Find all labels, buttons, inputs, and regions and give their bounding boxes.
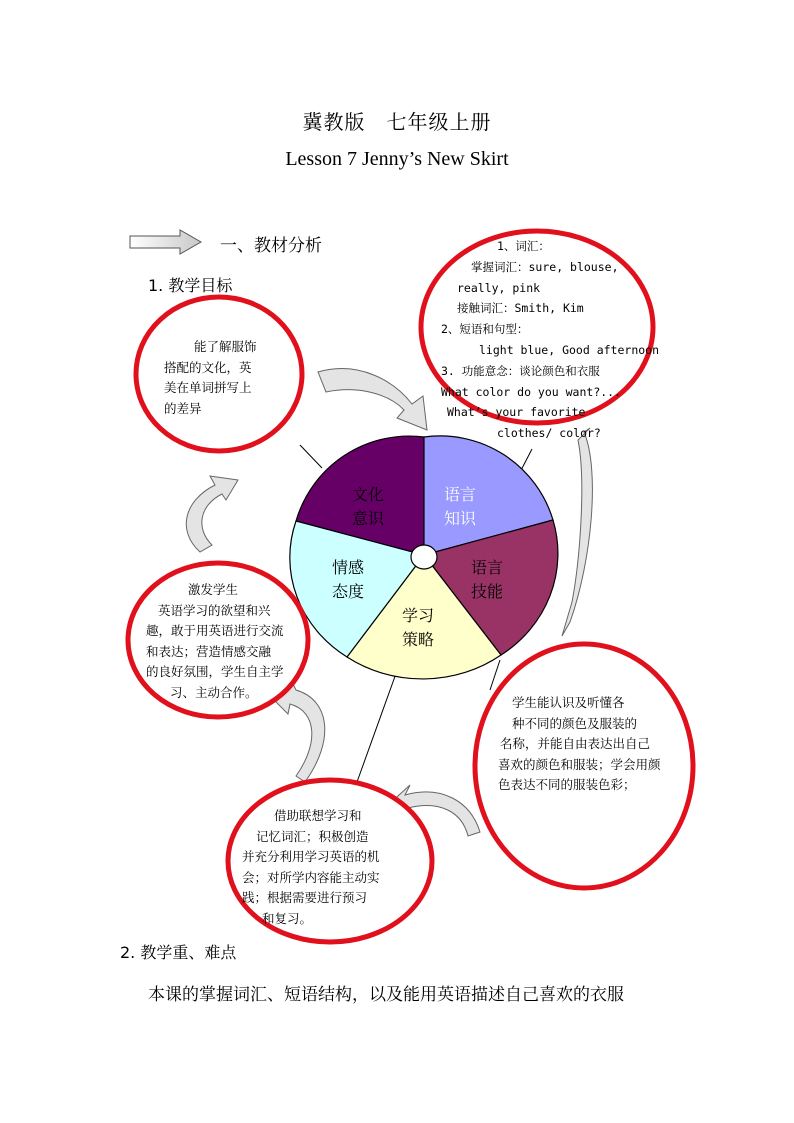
curved-arrow-icon (318, 369, 427, 430)
subheading-goals: 1. 教学目标 (148, 276, 233, 295)
wheel-label-culture: 文化 意识 (352, 485, 385, 528)
wheel-label-skills: 语言 技能 (471, 558, 504, 601)
bubble-emotion-text: 激发学生 英语学习的欲望和兴 趣，敢于用英语进行交流 和表达；营造情感交融 的良好氛围，学生自主学 习、主动合作。 (146, 582, 284, 700)
bubble-knowledge-text: 1、词汇： 掌握词汇：sure, blouse, really, pink 接触词汇：Smith, Kim 2、短语和句型： light blue, Good afternoon 3. 功能意念：谈论颜色和衣服 What color do you want?... What’s your favorite clothes/ color? (441, 239, 660, 441)
curved-arrow-icon (186, 476, 238, 552)
key-points-text: 本课的掌握词汇、短语结构，以及能用英语描述自己喜欢的衣服 (148, 985, 624, 1005)
subheading-key-points: 2. 教学重、难点 (120, 943, 237, 962)
section-heading-analysis: 一、教材分析 (220, 236, 322, 256)
bubble-skills-text: 学生能认识及听懂各 种不同的颜色及服装的 名称，并能自由表达出自己 喜欢的颜色和服装；学会用颜 色表达不同的服装色彩； (498, 695, 661, 792)
wheel-center (411, 545, 437, 569)
wheel-label-strategy: 学习 策略 (402, 606, 435, 649)
connector-line (490, 660, 500, 690)
curved-arrow-icon (562, 428, 592, 636)
lesson-title: Lesson 7 Jenny’s New Skirt (285, 148, 509, 170)
bubble-culture-text: 能了解服饰 搭配的文化，英 美在单词拼写上 的差异 (164, 339, 257, 416)
wheel-label-emotion: 情感 态度 (332, 558, 365, 601)
document-title: 冀教版 七年级上册 (302, 110, 492, 134)
connector-line (357, 668, 398, 782)
connector-line (300, 445, 322, 468)
bubble-strategy-text: 借助联想学习和 记忆词汇；积极创造 并充分利用学习英语的机 会；对所学内容能主动实 践；根据需要进行预习 和复习。 (242, 808, 380, 926)
wheel-label-knowledge: 语言 知识 (444, 485, 477, 528)
